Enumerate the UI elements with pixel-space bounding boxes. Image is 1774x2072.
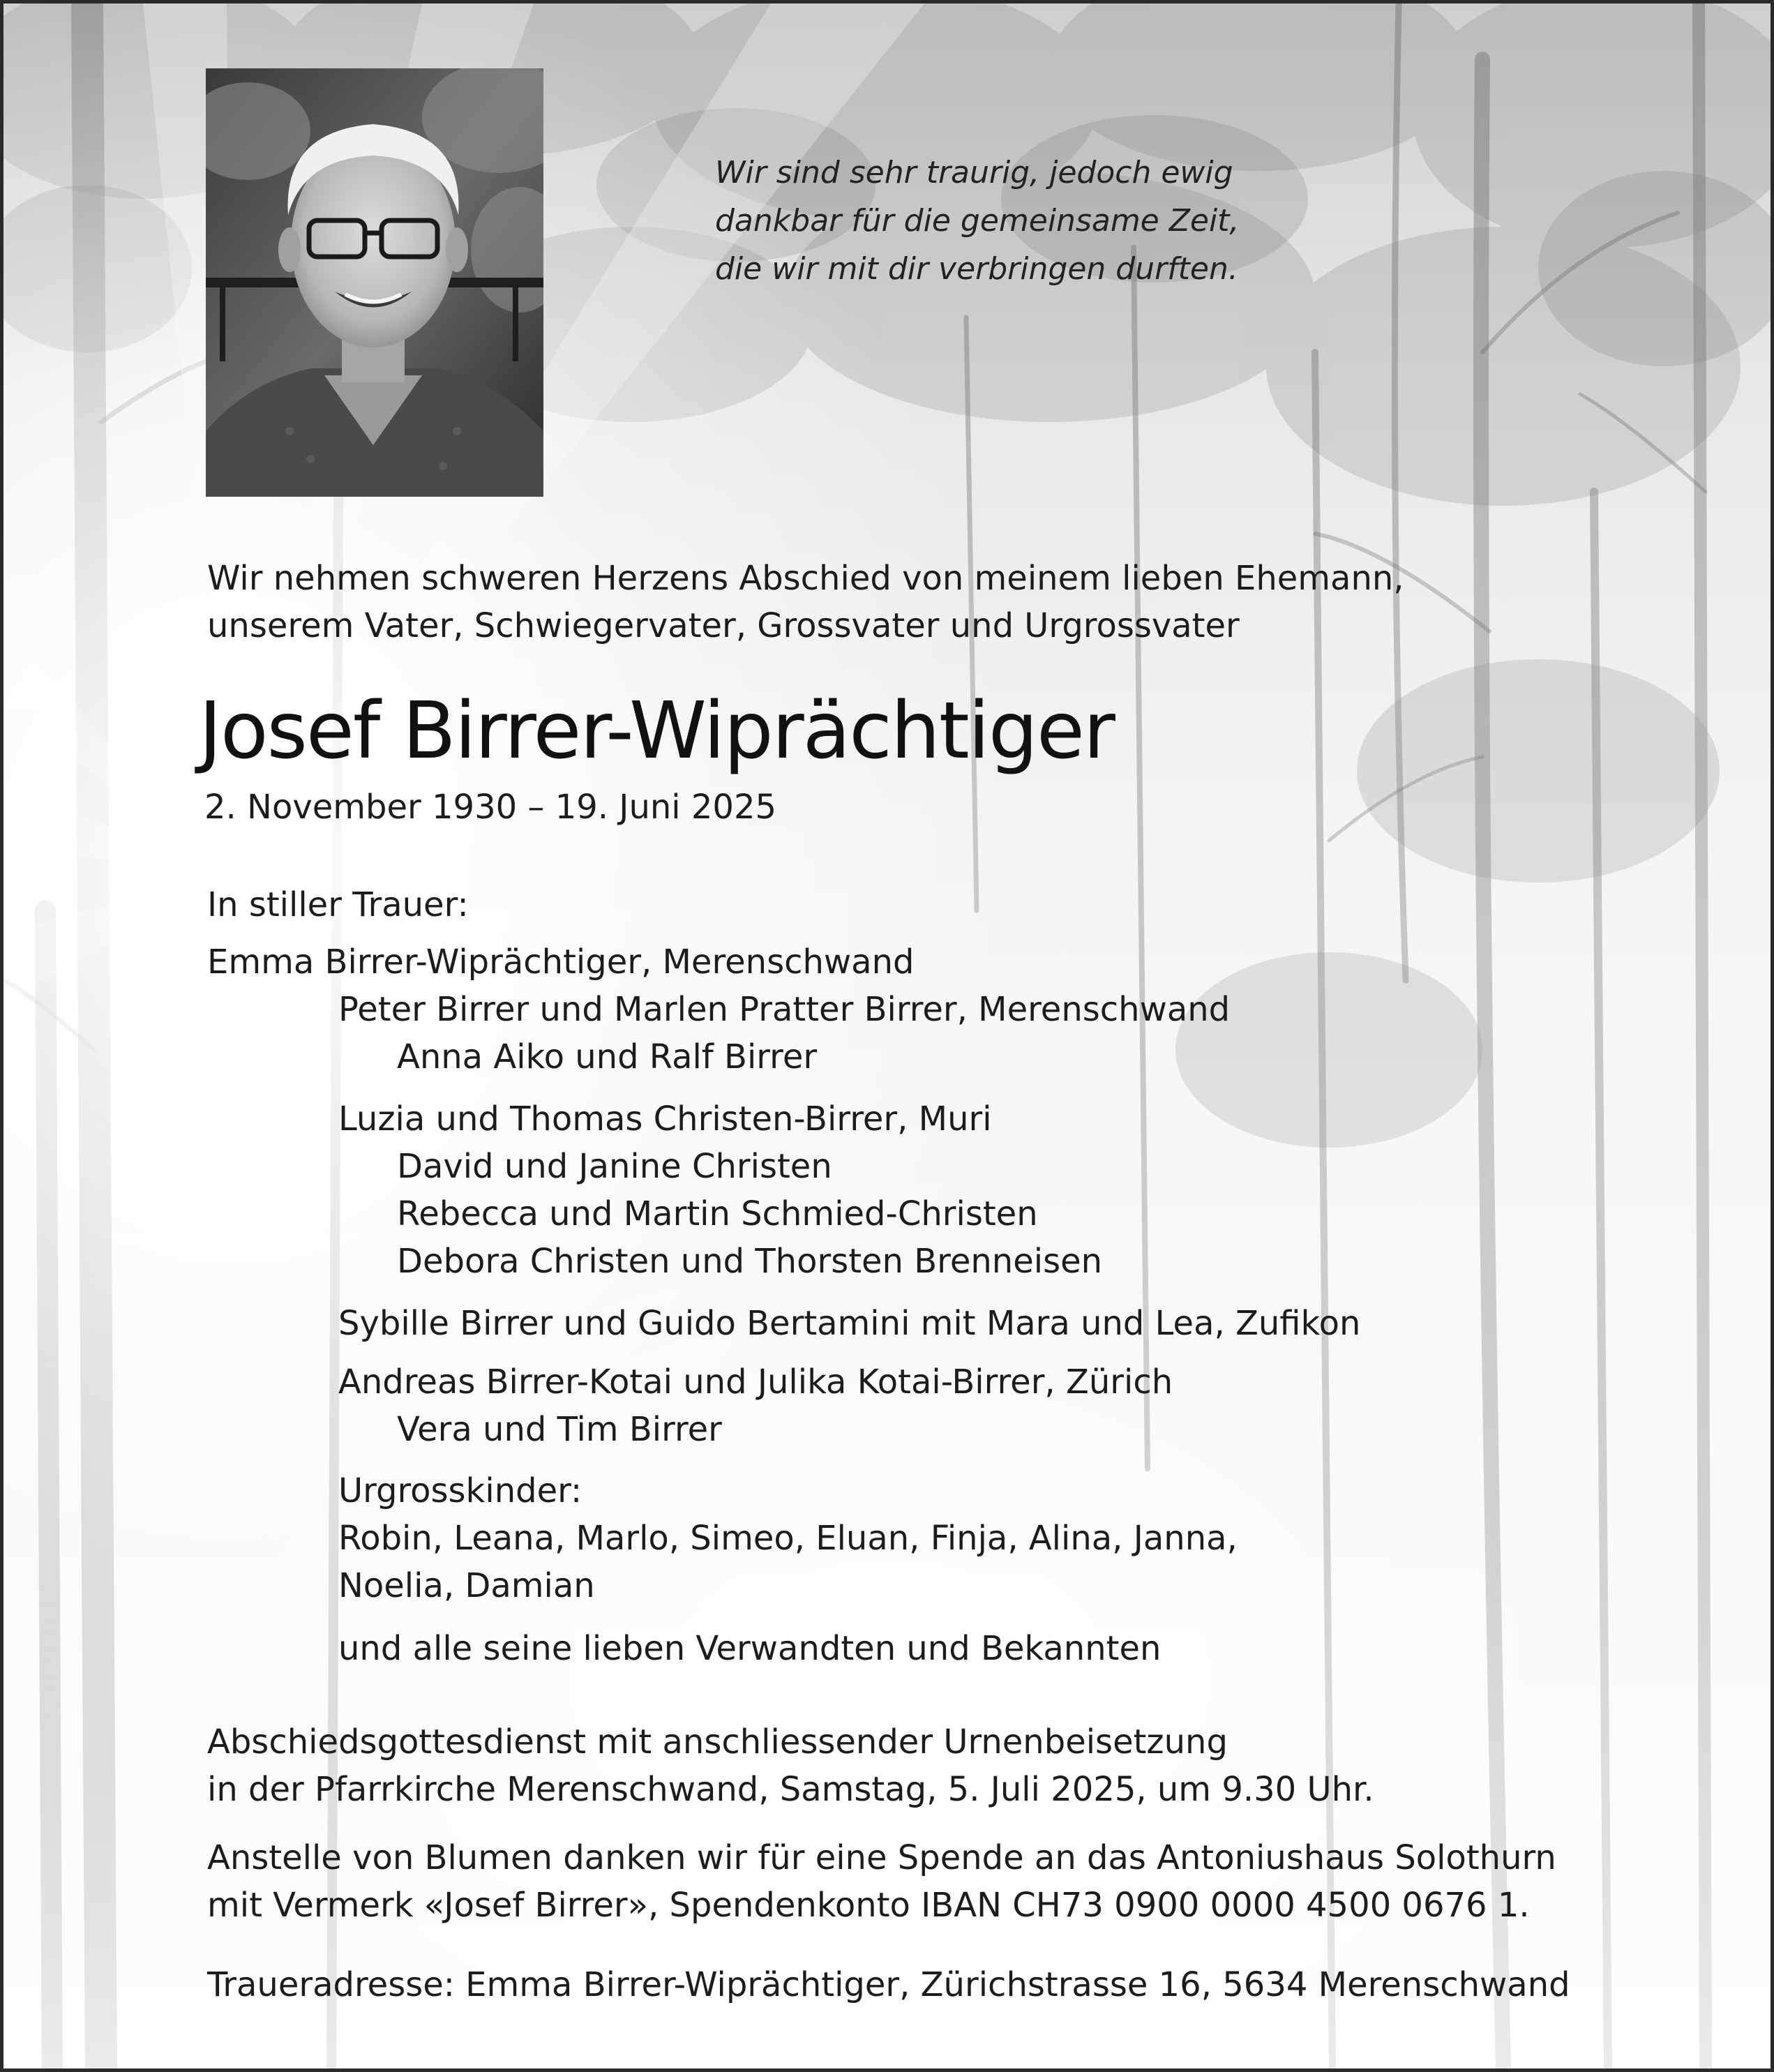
mourner-family: Peter Birrer und Marlen Pratter Birrer, Merenschwand [338, 990, 1231, 1029]
intro-line: Wir nehmen schweren Herzens Abschied von meinem lieben Ehemann, [207, 559, 1404, 598]
mourner-family: Luzia und Thomas Christen-Birrer, Muri [338, 1099, 992, 1139]
service-line: Abschiedsgottesdienst mit anschliessender Urnenbeisetzung [207, 1722, 1228, 1762]
quote-line: Wir sind sehr traurig, jedoch ewig [715, 155, 1233, 190]
mourner-family: Andreas Birrer-Kotai und Julika Kotai-Birrer, Zürich [338, 1362, 1173, 1402]
intro-text [207, 555, 1707, 650]
mourners-list-2 [207, 1095, 1707, 1285]
great-grandchildren-names: Noelia, Damian [338, 1566, 595, 1605]
donation-info [207, 1834, 1707, 1929]
relatives-block [207, 1625, 1707, 1672]
service-line: in der Pfarrkirche Merenschwand, Samstag, 5. Juli 2025, um 9.30 Uhr. [207, 1770, 1374, 1809]
quote-line: dankbar für die gemeinsame Zeit, [715, 203, 1240, 239]
mourner-grandchild: Rebecca und Martin Schmied-Christen [397, 1194, 1038, 1233]
great-grandchildren-heading: Urgrosskinder: [338, 1471, 582, 1510]
mourners-heading: In stiller Trauer: [207, 885, 469, 924]
life-dates [204, 783, 1704, 831]
donation-line: Anstelle von Blumen danken wir für eine Spende an das Antoniushaus Solothurn [207, 1838, 1556, 1877]
memorial-quote [715, 149, 1343, 293]
mourner-grandchild: Anna Aiko und Ralf Birrer [397, 1037, 818, 1076]
relatives-text: und alle seine lieben Verwandten und Bekannten [338, 1629, 1162, 1668]
great-grandchildren-names: Robin, Leana, Marlo, Simeo, Eluan, Finja, Alina, Janna, [338, 1519, 1238, 1558]
intro-line: unserem Vater, Schwiegervater, Grossvater und Urgrossvater [207, 606, 1240, 645]
mourners-list-1 [207, 938, 1707, 1081]
mourner-spouse: Emma Birrer-Wiprächtiger, Merenschwand [207, 943, 915, 982]
portrait-photo [206, 68, 543, 497]
mourners-list-4 [207, 1358, 1707, 1453]
donation-line: mit Vermerk «Josef Birrer», Spendenkonto IBAN CH73 0900 0000 4500 0676 1. [207, 1886, 1530, 1925]
service-info [207, 1718, 1707, 1813]
mourners-heading-block [207, 881, 1707, 929]
mourner-grandchild: David und Janine Christen [397, 1147, 832, 1186]
life-dates-text: 2. November 1930 – 19. Juni 2025 [204, 788, 777, 827]
mourner-grandchild: Vera und Tim Birrer [397, 1410, 722, 1449]
mourner-grandchild: Debora Christen und Thorsten Brenneisen [397, 1242, 1103, 1281]
mourner-family: Sybille Birrer und Guido Bertamini mit Mara und Lea, Zufikon [338, 1304, 1361, 1343]
mourning-address [207, 1961, 1707, 2009]
deceased-name: Josef Birrer-Wiprächtiger [199, 686, 1114, 776]
mourners-list-3 [207, 1300, 1707, 1347]
quote-line: die wir mit dir verbringen durften. [715, 251, 1238, 287]
great-grandchildren-block [207, 1467, 1707, 1609]
mourning-address-text: Traueradresse: Emma Birrer-Wiprächtiger, Zürichstrasse 16, 5634 Merenschwand [207, 1965, 1570, 2004]
